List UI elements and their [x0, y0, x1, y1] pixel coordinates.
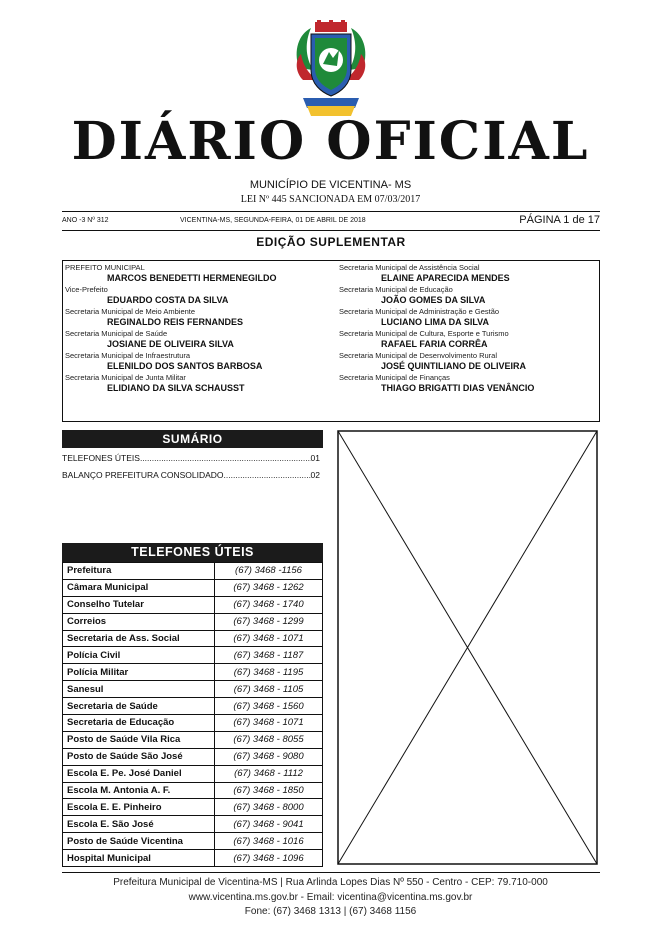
toc-entry[interactable] [62, 470, 320, 480]
toc-entry-label: BALANÇO PREFEITURA CONSOLIDADO [62, 470, 224, 480]
official-name: ELAINE APARECIDA MENDES [381, 273, 510, 283]
official-entry [339, 307, 597, 329]
toc-entry-label: TELEFONES ÚTEIS [62, 453, 140, 463]
toc-leader-dots [224, 470, 311, 480]
phone-name: Posto de Saúde São José [63, 748, 215, 765]
table-row [63, 698, 323, 715]
table-row [63, 664, 323, 681]
phone-name: Prefeitura [63, 563, 215, 580]
issue-number: ANO -3 Nº 312 [62, 217, 109, 224]
official-name: MARCOS BENEDETTI HERMENEGILDO [107, 273, 277, 283]
phone-name: Posto de Saúde Vila Rica [63, 731, 215, 748]
telefones-heading: TELEFONES ÚTEIS [62, 543, 323, 562]
official-role: Secretaria Municipal de Meio Ambiente [65, 307, 196, 316]
divider [62, 872, 600, 873]
divider [62, 211, 600, 212]
official-entry [65, 307, 335, 329]
official-role: Secretaria Municipal de Administração e Gestão [339, 307, 500, 316]
phone-name: Escola M. Antonia A. F. [63, 782, 215, 799]
phone-number: (67) 3468 - 1105 [215, 681, 323, 698]
phone-number: (67) 3468 - 8000 [215, 799, 323, 816]
official-name: JOSÉ QUINTILIANO DE OLIVEIRA [381, 361, 527, 371]
officials-left-column [65, 263, 335, 395]
phone-number: (67) 3468 - 9080 [215, 748, 323, 765]
phone-name: Posto de Saúde Vicentina [63, 833, 215, 850]
official-role: Secretaria Municipal de Cultura, Esporte e Turismo [339, 329, 509, 338]
sumario-heading: SUMÁRIO [62, 430, 323, 448]
phone-name: Hospital Municipal [63, 850, 215, 867]
phone-number: (67) 3468 - 9041 [215, 816, 323, 833]
official-role: Vice-Prefeito [65, 285, 108, 294]
official-entry [65, 329, 335, 351]
phone-name: Polícia Militar [63, 664, 215, 681]
phone-number: (67) 3468 -1156 [215, 563, 323, 580]
table-row [63, 563, 323, 580]
table-row [63, 731, 323, 748]
official-name: LUCIANO LIMA DA SILVA [381, 317, 489, 327]
official-entry [339, 373, 597, 395]
official-entry [339, 351, 597, 373]
law-reference: LEI Nº 445 SANCIONADA EM 07/03/2017 [240, 194, 421, 205]
phone-name: Secretaria de Educação [63, 715, 215, 732]
table-row [63, 833, 323, 850]
official-entry [65, 285, 335, 307]
phone-name: Correios [63, 613, 215, 630]
phone-name: Câmara Municipal [63, 579, 215, 596]
table-row [63, 630, 323, 647]
official-name: REGINALDO REIS FERNANDES [107, 317, 244, 327]
phone-number: (67) 3468 - 1187 [215, 647, 323, 664]
phone-name: Escola E. E. Pinheiro [63, 799, 215, 816]
toc-leader-dots [140, 453, 311, 463]
phone-number: (67) 3468 - 8055 [215, 731, 323, 748]
table-row [63, 647, 323, 664]
phone-number: (67) 3468 - 1850 [215, 782, 323, 799]
municipal-crest-logo [293, 20, 369, 122]
table-row [63, 765, 323, 782]
table-row [63, 748, 323, 765]
footer-phone: Fone: (67) 3468 1313 | (67) 3468 1156 [244, 906, 417, 917]
official-name: JOSIANE DE OLIVEIRA SILVA [107, 339, 234, 349]
official-role: Secretaria Municipal de Infraestrutura [65, 351, 191, 360]
issue-date: VICENTINA-MS, SEGUNDA-FEIRA, 01 DE ABRIL DE 2018 [180, 217, 366, 224]
official-entry [339, 329, 597, 351]
phone-number: (67) 3468 - 1740 [215, 596, 323, 613]
edition-label: EDIÇÃO SUPLEMENTAR [256, 235, 406, 249]
phone-name: Secretaria de Ass. Social [63, 630, 215, 647]
official-entry [65, 263, 335, 285]
officials-box [62, 260, 600, 422]
phone-name: Escola E. São José [63, 816, 215, 833]
official-role: Secretaria Municipal de Assistência Social [339, 263, 480, 272]
phone-number: (67) 3468 - 1195 [215, 664, 323, 681]
official-entry [339, 263, 597, 285]
issue-info-bar [62, 214, 600, 230]
official-name: RAFAEL FARIA CORRÊA [381, 339, 488, 349]
official-role: PREFEITO MUNICIPAL [65, 263, 145, 272]
phone-number: (67) 3468 - 1016 [215, 833, 323, 850]
image-placeholder [337, 430, 598, 865]
table-row [63, 816, 323, 833]
phone-table [62, 562, 323, 867]
table-row [63, 715, 323, 732]
table-row [63, 799, 323, 816]
official-name: JOÃO GOMES DA SILVA [381, 295, 486, 305]
phone-number: (67) 3468 - 1299 [215, 613, 323, 630]
official-name: ELENILDO DOS SANTOS BARBOSA [107, 361, 263, 371]
table-row [63, 596, 323, 613]
officials-right-column [339, 263, 597, 395]
municipality-name: MUNICÍPIO DE VICENTINA- MS [249, 179, 412, 191]
phone-number: (67) 3468 - 1262 [215, 579, 323, 596]
phone-name: Sanesul [63, 681, 215, 698]
phone-name: Escola E. Pe. José Daniel [63, 765, 215, 782]
official-role: Secretaria Municipal de Finanças [339, 373, 450, 382]
newspaper-title: DIÁRIO OFICIAL [71, 111, 590, 172]
official-name: ELIDIANO DA SILVA SCHAUSST [107, 383, 245, 393]
footer-address: Prefeitura Municipal de Vicentina-MS | Rua Arlinda Lopes Dias Nº 550 - Centro - CEP: 79.710-000 [113, 877, 548, 888]
phone-number: (67) 3468 - 1096 [215, 850, 323, 867]
official-entry [65, 351, 335, 373]
phone-name: Conselho Tutelar [63, 596, 215, 613]
toc-entry-page: 02 [310, 470, 320, 480]
official-name: EDUARDO COSTA DA SILVA [107, 295, 229, 305]
table-row [63, 613, 323, 630]
official-role: Secretaria Municipal de Junta Militar [65, 373, 186, 382]
table-row [63, 782, 323, 799]
phone-name: Secretaria de Saúde [63, 698, 215, 715]
official-role: Secretaria Municipal de Desenvolvimento Rural [339, 351, 497, 360]
phone-number: (67) 3468 - 1071 [215, 715, 323, 732]
phone-name: Polícia Civil [63, 647, 215, 664]
official-entry [65, 373, 335, 395]
phone-number: (67) 3468 - 1071 [215, 630, 323, 647]
table-row [63, 681, 323, 698]
page-indicator: PÁGINA 1 de 17 [519, 214, 600, 226]
official-name: THIAGO BRIGATTI DIAS VENÂNCIO [381, 383, 535, 393]
footer-web-email[interactable]: www.vicentina.ms.gov.br - Email: vicentina@vicentina.ms.gov.br [188, 892, 473, 903]
toc-entry-page: 01 [310, 453, 320, 463]
table-row [63, 850, 323, 867]
official-entry [339, 285, 597, 307]
table-row [63, 579, 323, 596]
toc-entry[interactable] [62, 453, 320, 463]
official-role: Secretaria Municipal de Educação [339, 285, 453, 294]
phone-number: (67) 3468 - 1112 [215, 765, 323, 782]
phone-number: (67) 3468 - 1560 [215, 698, 323, 715]
official-role: Secretaria Municipal de Saúde [65, 329, 168, 338]
divider [62, 230, 600, 231]
